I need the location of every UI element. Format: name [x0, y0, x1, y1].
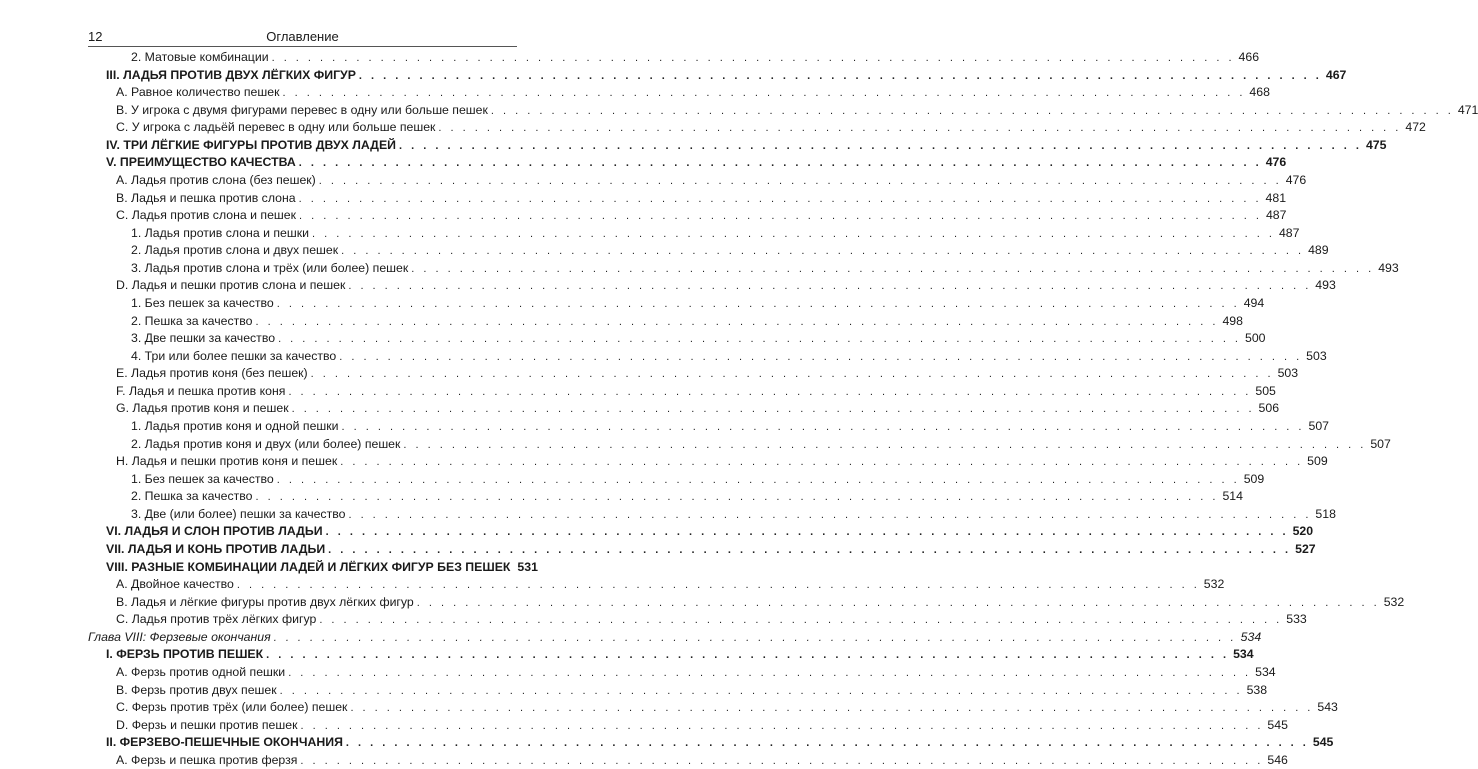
toc-entry-page: 534: [1240, 629, 1262, 644]
dot-leader: . . . . . . . . . . . . . . . . . . . . . . . . . . . . . . . . . . . . . . . . . . . . . . . . . . . . . . . . . . . . . . . . . . . . . . . . . . . . . . . .: [399, 139, 1362, 152]
toc-entry-page: 481: [1265, 190, 1287, 205]
toc-entry: [106, 523, 1314, 539]
toc-entry: [106, 646, 1254, 662]
toc-entry-title: B. Ферзь против двух пешек: [116, 682, 277, 697]
toc-entry-page: 531: [517, 559, 538, 574]
toc-entry-page: 546: [1267, 752, 1288, 767]
dot-leader: . . . . . . . . . . . . . . . . . . . . . . . . . . . . . . . . . . . . . . . . . . . . . . . . . . . . . . . . . . . . . . . . . . . . . . . . . . . . . . . .: [266, 649, 1230, 662]
toc-entry-title: 2. Пешка за качество: [131, 313, 253, 328]
toc-entry: [131, 506, 1336, 522]
toc-entry-title: 2. Матовые комбинации: [131, 50, 269, 64]
dot-leader: . . . . . . . . . . . . . . . . . . . . . . . . . . . . . . . . . . . . . . . . . . . . . . . . . . . . . . . . . . . . . . . . . . . . . . . . . . . . . . . .: [278, 333, 1241, 346]
toc-entry-page: 476: [1265, 155, 1287, 170]
dot-leader: . . . . . . . . . . . . . . . . . . . . . . . . . . . . . . . . . . . . . . . . . . . . . . . . . . . . . . . . . . . . . . . . . . . . . . . . . . . . . . . .: [438, 122, 1402, 135]
toc-entry-title: D. Ферзь и пешки против пешек: [116, 717, 298, 732]
toc-entry-page: 507: [1308, 418, 1330, 433]
toc-entry-title: B. Ладья и лёгкие фигуры против двух лёгких фигур: [116, 594, 414, 609]
toc-entry-title: 2. Ладья против слона и двух пешек: [131, 243, 339, 258]
toc-entry-page: 534: [1233, 647, 1254, 662]
toc-entry-page: 494: [1243, 295, 1265, 310]
toc-entry-title: 4. Три или более пешки за качество: [131, 348, 337, 363]
toc-entry-title: A. Ферзь и пешка против ферзя: [116, 752, 298, 767]
dot-leader: . . . . . . . . . . . . . . . . . . . . . . . . . . . . . . . . . . . . . . . . . . . . . . . . . . . . . . . . . . . . . . . . . . . . . . . . . . . . . . . .: [288, 385, 1252, 398]
toc-entry: [106, 137, 1387, 153]
toc-entry-page: 466: [1238, 50, 1260, 64]
toc-entry: [88, 629, 1262, 645]
toc-entry: [106, 67, 1347, 83]
toc-entry: [116, 682, 1268, 698]
toc-entry-title: A. Ладья против слона (без пешек): [116, 172, 316, 187]
toc-entry-title: E. Ладья против коня (без пешек): [116, 366, 308, 381]
toc-entry: [116, 594, 1405, 610]
running-title: Оглавление: [266, 29, 339, 44]
toc-entry-title: 3. Две (или более) пешки за качество: [131, 506, 346, 521]
toc-entry-title: B. У игрока с двумя фигурами перевес в одну или больше пешек: [116, 102, 488, 117]
toc-entry-title: III. ЛАДЬЯ ПРОТИВ ДВУХ ЛЁГКИХ ФИГУР: [106, 67, 356, 82]
toc-entry: [116, 190, 1287, 206]
toc-entry-title: C. У игрока с ладьёй перевес в одну или больше пешек: [116, 120, 436, 135]
toc-entry-title: VII. ЛАДЬЯ И КОНЬ ПРОТИВ ЛАДЬИ: [106, 541, 326, 556]
toc-entry-page: 498: [1222, 313, 1243, 328]
dot-leader: . . . . . . . . . . . . . . . . . . . . . . . . . . . . . . . . . . . . . . . . . . . . . . . . . . . . . . . . . . . . . . . . . . . . . . . . . . . . . . . .: [339, 350, 1303, 363]
dot-leader: . . . . . . . . . . . . . . . . . . . . . . . . . . . . . . . . . . . . . . . . . . . . . . . . . . . . . . . . . . . . . . . . . . . . . . . . . . . . . . . .: [288, 666, 1252, 679]
toc-entry: [116, 277, 1336, 293]
toc-entry: [116, 453, 1328, 469]
toc-entry-title: D. Ладья и пешки против слона и пешек: [116, 278, 346, 293]
dot-leader: . . . . . . . . . . . . . . . . . . . . . . . . . . . . . . . . . . . . . . . . . . . . . . . . . . . . . . . . . . . . . . . . . . . . . . . . . . . . . . . .: [271, 52, 1235, 64]
dot-leader: . . . . . . . . . . . . . . . . . . . . . . . . . . . . . . . . . . . . . . . . . . . . . . . . . . . . . . . . . . . . . . . . . . . . . . . . . . . . . . . .: [299, 210, 1262, 223]
toc-entry-page: 471: [1457, 102, 1478, 117]
toc-entry-page: 514: [1222, 489, 1243, 504]
toc-entry-page: 487: [1278, 225, 1300, 240]
toc-entry-page: 503: [1277, 366, 1299, 381]
dot-leader: . . . . . . . . . . . . . . . . . . . . . . . . . . . . . . . . . . . . . . . . . . . . . . . . . . . . . . . . . . . . . . . . . . . . . . . . . . . . . . . .: [341, 245, 1305, 258]
toc-entry-page: 518: [1315, 506, 1336, 521]
toc-entry-page: 509: [1243, 471, 1265, 486]
dot-leader: . . . . . . . . . . . . . . . . . . . . . . . . . . . . . . . . . . . . . . . . . . . . . . . . . . . . . . . . . . . . . . . . . . . . . . . . . . . . . . . .: [276, 297, 1240, 310]
dot-leader: . . . . . . . . . . . . . . . . . . . . . . . . . . . . . . . . . . . . . . . . . . . . . . . . . . . . . . . . . . . . . . . . . . . . . . . . . . . . . . . .: [255, 315, 1219, 328]
dot-leader: . . . . . . . . . . . . . . . . . . . . . . . . . . . . . . . . . . . . . . . . . . . . . . . . . . . . . . . . . . . . . . . . . . . . . . . . . . . . . . . .: [279, 684, 1243, 697]
toc-entry-page: 472: [1405, 120, 1426, 135]
toc-entry-title: A. Двойное качество: [116, 577, 234, 592]
toc-entry-page: 532: [1383, 594, 1405, 609]
toc-entry-page: 538: [1246, 682, 1268, 697]
dot-leader: . . . . . . . . . . . . . . . . . . . . . . . . . . . . . . . . . . . . . . . . . . . . . . . . . . . . . . . . . . . . . . . . . . . . . . . . . . . . . . . .: [276, 473, 1240, 486]
toc-entry: [116, 699, 1338, 715]
toc-entry-page: 505: [1255, 383, 1276, 398]
toc-entry-title: Глава VIII: Ферзевые окончания: [88, 629, 271, 644]
dot-leader: . . . . . . . . . . . . . . . . . . . . . . . . . . . . . . . . . . . . . . . . . . . . . . . . . . . . . . . . . . . . . . . . . . . . . . . . . . . . . . . .: [273, 631, 1237, 644]
dot-leader: . . . . . . . . . . . . . . . . . . . . . . . . . . . . . . . . . . . . . . . . . . . . . . . . . . . . . . . . . . . . . . . . . . . . . . . . . . . . . . . .: [282, 87, 1246, 100]
toc-entry: [116, 172, 1307, 188]
toc-entry: [116, 576, 1225, 592]
dot-leader: . . . . . . . . . . . . . . . . . . . . . . . . . . . . . . . . . . . . . . . . . . . . . . . . . . . . . . . . . . . . . . . . . . . . . . . . . . . . . . . .: [358, 69, 1322, 82]
dot-leader: . . . . . . . . . . . . . . . . . . . . . . . . . . . . . . . . . . . . . . . . . . . . . . . . . . . . . . . . . . . . . . . . . . . . . . . . . . . . . . . .: [319, 614, 1283, 627]
toc-entry-title: A. Равное количество пешек: [116, 85, 280, 100]
toc-entry-page: 500: [1245, 331, 1266, 346]
toc-entry: [106, 734, 1334, 750]
toc-entry-title: VIII. РАЗНЫЕ КОМБИНАЦИИ ЛАДЕЙ И ЛЁГКИХ ФИГУР БЕЗ ПЕШЕК: [106, 559, 511, 574]
toc-entry: [106, 154, 1287, 170]
toc-entry-title: 1. Без пешек за качество: [131, 471, 274, 486]
toc-entry: [116, 119, 1426, 135]
toc-entry-page: 489: [1308, 243, 1329, 258]
toc-entry-title: II. ФЕРЗЕВО-ПЕШЕЧНЫЕ ОКОНЧАНИЯ: [106, 735, 343, 750]
toc-entry-title: V. ПРЕИМУЩЕСТВО КАЧЕСТВА: [106, 155, 296, 170]
dot-leader: . . . . . . . . . . . . . . . . . . . . . . . . . . . . . . . . . . . . . . . . . . . . . . . . . . . . . . . . . . . . . . . . . . . . . . . . . . . . . . . .: [300, 754, 1264, 767]
toc-entry: [116, 84, 1270, 100]
toc-entry-page: 545: [1312, 735, 1334, 750]
toc-entry-page: 509: [1307, 454, 1328, 469]
dot-leader: . . . . . . . . . . . . . . . . . . . . . . . . . . . . . . . . . . . . . . . . . . . . . . . . . . . . . . . . . . . . . . . . . . . . . . . . . . . . . . . .: [348, 280, 1312, 293]
dot-leader: . . . . . . . . . . . . . . . . . . . . . . . . . . . . . . . . . . . . . . . . . . . . . . . . . . . . . . . . . . . . . . . . . . . . . . . . . . . . . . . .: [340, 456, 1304, 469]
toc-entry-page: 503: [1306, 348, 1327, 363]
toc-entry-page: 520: [1292, 524, 1314, 539]
dot-leader: . . . . . . . . . . . . . . . . . . . . . . . . . . . . . . . . . . . . . . . . . . . . . . . . . . . . . . . . . . . . . . . . . . . . . . . . . . . . . . . .: [310, 368, 1274, 381]
toc-entry: [131, 418, 1330, 434]
toc-entry: [106, 541, 1316, 557]
toc-entry-page: 476: [1285, 172, 1307, 187]
toc-entry-title: F. Ладья и пешка против коня: [116, 383, 286, 398]
toc-entry: [131, 471, 1265, 487]
toc-entry: [131, 225, 1300, 241]
toc-entry-page: 493: [1315, 278, 1336, 293]
toc-entry-title: IV. ТРИ ЛЁГКИЕ ФИГУРЫ ПРОТИВ ДВУХ ЛАДЕЙ: [106, 137, 396, 152]
toc-entry-title: C. Ферзь против трёх (или более) пешек: [116, 700, 348, 715]
toc-entry: [131, 242, 1329, 258]
page-number: 12: [88, 29, 103, 44]
dot-leader: . . . . . . . . . . . . . . . . . . . . . . . . . . . . . . . . . . . . . . . . . . . . . . . . . . . . . . . . . . . . . . . . . . . . . . . . . . . . . . . .: [300, 719, 1264, 732]
toc-entry-title: 2. Ладья против коня и двух (или более) пешек: [131, 436, 401, 451]
toc-entry-title: A. Ферзь против одной пешки: [116, 664, 286, 679]
toc-entry-page: 506: [1258, 401, 1280, 416]
toc-entry: [116, 717, 1288, 733]
toc-entry-page: 507: [1370, 436, 1391, 451]
toc-entry-page: 475: [1365, 137, 1387, 152]
toc-entry: [131, 260, 1399, 276]
toc-entry: [116, 365, 1299, 381]
toc-entry-page: 468: [1249, 85, 1270, 100]
dot-leader: . . . . . . . . . . . . . . . . . . . . . . . . . . . . . . . . . . . . . . . . . . . . . . . . . . . . . . . . . . . . . . . . . . . . . . . . . . . . . . . .: [325, 526, 1289, 539]
toc-entry: [131, 348, 1327, 364]
toc-entry-page: 545: [1267, 717, 1288, 732]
dot-leader: . . . . . . . . . . . . . . . . . . . . . . . . . . . . . . . . . . . . . . . . . . . . . . . . . . . . . . . . . . . . . . . . . . . . . . . . . . . . . . . .: [236, 579, 1200, 592]
toc-entry: [131, 330, 1266, 346]
toc-entry-title: 2. Пешка за качество: [131, 489, 253, 504]
toc-entry-title: 1. Ладья против слона и пешки: [131, 225, 309, 240]
dot-leader: . . . . . . . . . . . . . . . . . . . . . . . . . . . . . . . . . . . . . . . . . . . . . . . . . . . . . . . . . . . . . . . . . . . . . . . . . . . . . . . .: [490, 104, 1454, 117]
dot-leader: . . . . . . . . . . . . . . . . . . . . . . . . . . . . . . . . . . . . . . . . . . . . . . . . . . . . . . . . . . . . . . . . . . . . . . . . . . . . . . . .: [345, 737, 1309, 750]
toc-entry-title: C. Ладья против трёх лёгких фигур: [116, 612, 317, 627]
dot-leader: . . . . . . . . . . . . . . . . . . . . . . . . . . . . . . . . . . . . . . . . . . . . . . . . . . . . . . . . . . . . . . . . . . . . . . . . . . . . . . . .: [255, 491, 1219, 504]
toc-entry: [116, 383, 1276, 399]
dot-leader: . . . . . . . . . . . . . . . . . . . . . . . . . . . . . . . . . . . . . . . . . . . . . . . . . . . . . . . . . . . . . . . . . . . . . . . . . . . . . . . .: [350, 702, 1314, 715]
running-header: [88, 28, 517, 47]
toc-entry: [116, 400, 1280, 416]
dot-leader: . . . . . . . . . . . . . . . . . . . . . . . . . . . . . . . . . . . . . . . . . . . . . . . . . . . . . . . . . . . . . . . . . . . . . . . . . . . . . . . .: [416, 596, 1380, 609]
toc-entry-page: 534: [1255, 664, 1276, 679]
toc-entry: [116, 207, 1287, 223]
toc-entry: [131, 436, 1391, 452]
toc-entry-page: 527: [1295, 541, 1316, 556]
dot-leader: . . . . . . . . . . . . . . . . . . . . . . . . . . . . . . . . . . . . . . . . . . . . . . . . . . . . . . . . . . . . . . . . . . . . . . . . . . . . . . . .: [312, 227, 1275, 240]
toc-entry-title: C. Ладья против слона и пешек: [116, 208, 297, 223]
toc-entry-page: 467: [1325, 67, 1347, 82]
dot-leader: . . . . . . . . . . . . . . . . . . . . . . . . . . . . . . . . . . . . . . . . . . . . . . . . . . . . . . . . . . . . . . . . . . . . . . . . . . . . . . . .: [328, 543, 1292, 556]
dot-leader: . . . . . . . . . . . . . . . . . . . . . . . . . . . . . . . . . . . . . . . . . . . . . . . . . . . . . . . . . . . . . . . . . . . . . . . . . . . . . . . .: [298, 192, 1262, 205]
toc-entry: [116, 664, 1276, 680]
dot-leader: . . . . . . . . . . . . . . . . . . . . . . . . . . . . . . . . . . . . . . . . . . . . . . . . . . . . . . . . . . . . . . . . . . . . . . . . . . . . . . . .: [291, 403, 1255, 416]
toc-entry: [131, 49, 1260, 65]
toc-entry-title: 3. Две пешки за качество: [131, 331, 276, 346]
toc-entry: [116, 102, 1478, 118]
toc-entry: [131, 488, 1243, 504]
toc-entry-title: VI. ЛАДЬЯ И СЛОН ПРОТИВ ЛАДЬИ: [106, 524, 323, 539]
toc-entry-title: 3. Ладья против слона и трёх (или более) пешек: [131, 260, 409, 275]
toc-entry: [106, 559, 538, 575]
dot-leader: . . . . . . . . . . . . . . . . . . . . . . . . . . . . . . . . . . . . . . . . . . . . . . . . . . . . . . . . . . . . . . . . . . . . . . . . . . . . . . . .: [318, 174, 1282, 187]
toc-entry-title: 1. Ладья против коня и одной пешки: [131, 418, 339, 433]
toc-entry-page: 493: [1378, 260, 1399, 275]
toc-entry-page: 533: [1286, 612, 1307, 627]
dot-leader: . . . . . . . . . . . . . . . . . . . . . . . . . . . . . . . . . . . . . . . . . . . . . . . . . . . . . . . . . . . . . . . . . . . . . . . . . . . . . . . .: [348, 508, 1312, 521]
toc-entry-title: G. Ладья против коня и пешек: [116, 401, 289, 416]
toc-entry: [131, 295, 1265, 311]
toc-entry: [116, 611, 1307, 627]
toc-entry-title: H. Ладья и пешки против коня и пешек: [116, 454, 338, 469]
toc-entry-page: 487: [1265, 208, 1287, 223]
toc-entry-title: I. ФЕРЗЬ ПРОТИВ ПЕШЕК: [106, 647, 264, 662]
dot-leader: . . . . . . . . . . . . . . . . . . . . . . . . . . . . . . . . . . . . . . . . . . . . . . . . . . . . . . . . . . . . . . . . . . . . . . . . . . . . . . . .: [298, 157, 1262, 170]
toc-entry: [116, 752, 1288, 768]
dot-leader: . . . . . . . . . . . . . . . . . . . . . . . . . . . . . . . . . . . . . . . . . . . . . . . . . . . . . . . . . . . . . . . . . . . . . . . . . . . . . . . .: [403, 438, 1367, 451]
toc-entry-title: 1. Без пешек за качество: [131, 295, 274, 310]
dot-leader: . . . . . . . . . . . . . . . . . . . . . . . . . . . . . . . . . . . . . . . . . . . . . . . . . . . . . . . . . . . . . . . . . . . . . . . . . . . . . . . .: [411, 262, 1375, 275]
toc-entry-page: 543: [1317, 700, 1338, 715]
toc-entry-title: B. Ладья и пешка против слона: [116, 190, 296, 205]
toc-entry: [131, 313, 1243, 329]
toc-entry-page: 532: [1203, 577, 1225, 592]
dot-leader: . . . . . . . . . . . . . . . . . . . . . . . . . . . . . . . . . . . . . . . . . . . . . . . . . . . . . . . . . . . . . . . . . . . . . . . . . . . . . . . .: [341, 420, 1305, 433]
